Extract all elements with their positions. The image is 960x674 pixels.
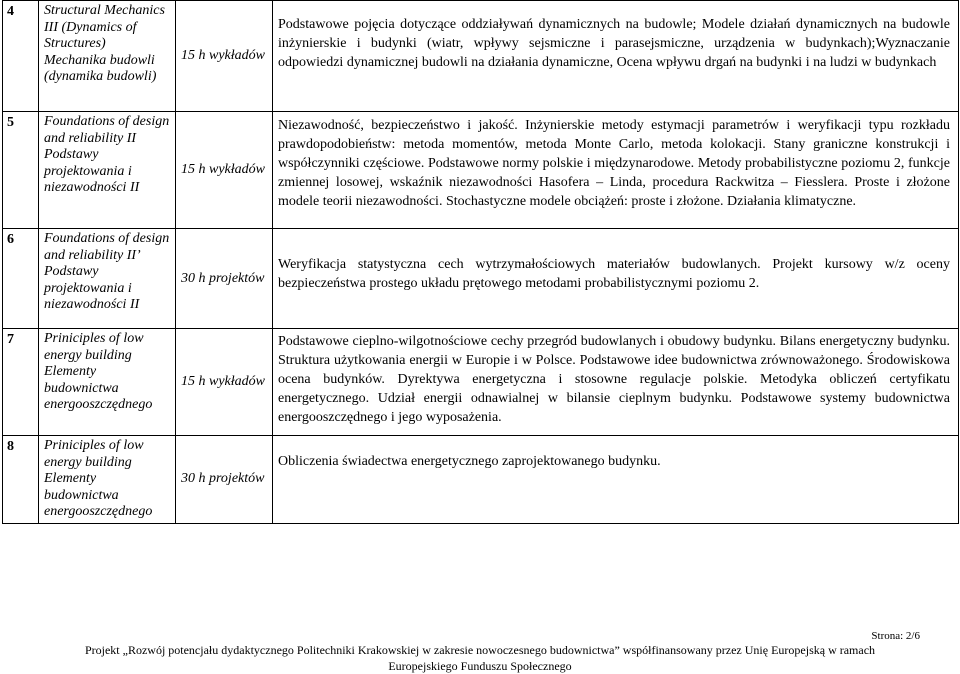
course-description — [273, 436, 959, 524]
course-title: Priniciples of low energy building Elementy budownictwa energooszczędnego — [39, 329, 176, 436]
table-row — [3, 329, 959, 436]
row-number: 6 — [3, 229, 39, 329]
table-row — [3, 112, 959, 229]
course-table — [2, 0, 959, 524]
description-text: Podstawowe pojęcia dotyczące oddziaływań dynamicznych na budowle; Modele działań dynamicznych na budowle inżynierskie i budynki (wiatr, wpływy sejsmiczne i parasejsmiczne, urządzenia w budynkach);Wyznaczanie odpowiedzi dynamicznej budowli na działania dynamiczne, Ocena wpływu drgań na budynki i na ludzi w budynkach — [278, 17, 950, 70]
row-number: 7 — [3, 329, 39, 436]
row-number: 8 — [3, 436, 39, 524]
footer-line-1: Projekt „Rozwój potencjału dydaktycznego Politechniki Krakowskiej w zakresie nowoczesnego budownictwa” współfinansowany przez Unię Europejską w ramach — [84, 643, 876, 657]
course-title: Foundations of design and reliability II Podstawy projektowania i niezawodności II — [39, 112, 176, 229]
description-text: Podstawowe cieplno-wilgotnościowe cechy przegród budowlanych i obudowy budynku. Bilans energetyczny budynku. Struktura użytkowania energii w Europie i w Polsce. Podstawowe idee budownictwa zrównoważonego. Środowiskowa ocena budynków. Dyrektywa energetyczna i stosowne regulacje polskie. Metodyka obliczeń certyfikatu energetycznego. Udział energii odnawialnej w bilansie cieplnym budynku. Podstawowe systemy budownictwa energooszczędnego i jego wyposażenia. — [278, 334, 950, 425]
description-text: Niezawodność, bezpieczeństwo i jakość. Inżynierskie metody estymacji parametrów i weryfikacji typu rozkładu prawdopodobieństw: metoda momentów, metoda Monte Carlo, metoda kolokacji. Stany graniczne konstrukcji i współczynniki częściowe. Podstawowe normy polskie i międzynarodowe. Metody probabilistyczne poziomu 2, funkcje zmiennej losowej, wskaźnik niezawodności Hasofera – Linda, procedura Rackwitza – Fiesslera. Proste i złożone modele teorii niezawodności. Stochastyczne modele obciążeń: proste i złożone. Działania klimatyczne. — [278, 118, 950, 209]
course-title: Structural Mechanics III (Dynamics of Structures) Mechanika budowli (dynamika budowli) — [39, 1, 176, 112]
table-row — [3, 436, 959, 524]
course-description — [273, 1, 959, 112]
course-hours: 15 h wykładów — [176, 1, 273, 112]
course-title: Priniciples of low energy building Elementy budownictwa energooszczędnego — [39, 436, 176, 524]
row-number: 4 — [3, 1, 39, 112]
course-description — [273, 229, 959, 329]
course-hours: 30 h projektów — [176, 229, 273, 329]
table-row — [3, 1, 959, 112]
course-description — [273, 112, 959, 229]
table-row — [3, 229, 959, 329]
course-hours: 15 h wykładów — [176, 112, 273, 229]
footer-note — [0, 642, 960, 674]
row-number: 5 — [3, 112, 39, 229]
course-title: Foundations of design and reliability II’ Podstawy projektowania i niezawodności II — [39, 229, 176, 329]
description-text: Weryfikacja statystyczna cech wytrzymałościowych materiałów budowlanych. Projekt kursowy w/z oceny bezpieczeństwa prostego układu prętowego metodami probabilistycznymi poziomu 2. — [278, 257, 950, 291]
page-number: Strona: 2/6 — [871, 630, 920, 642]
footer-line-2: Europejskiego Funduszu Społecznego — [388, 659, 572, 673]
course-hours: 30 h projektów — [176, 436, 273, 524]
description-text: Obliczenia świadectwa energetycznego zaprojektowanego budynku. — [278, 454, 661, 469]
course-description — [273, 329, 959, 436]
course-hours: 15 h wykładów — [176, 329, 273, 436]
